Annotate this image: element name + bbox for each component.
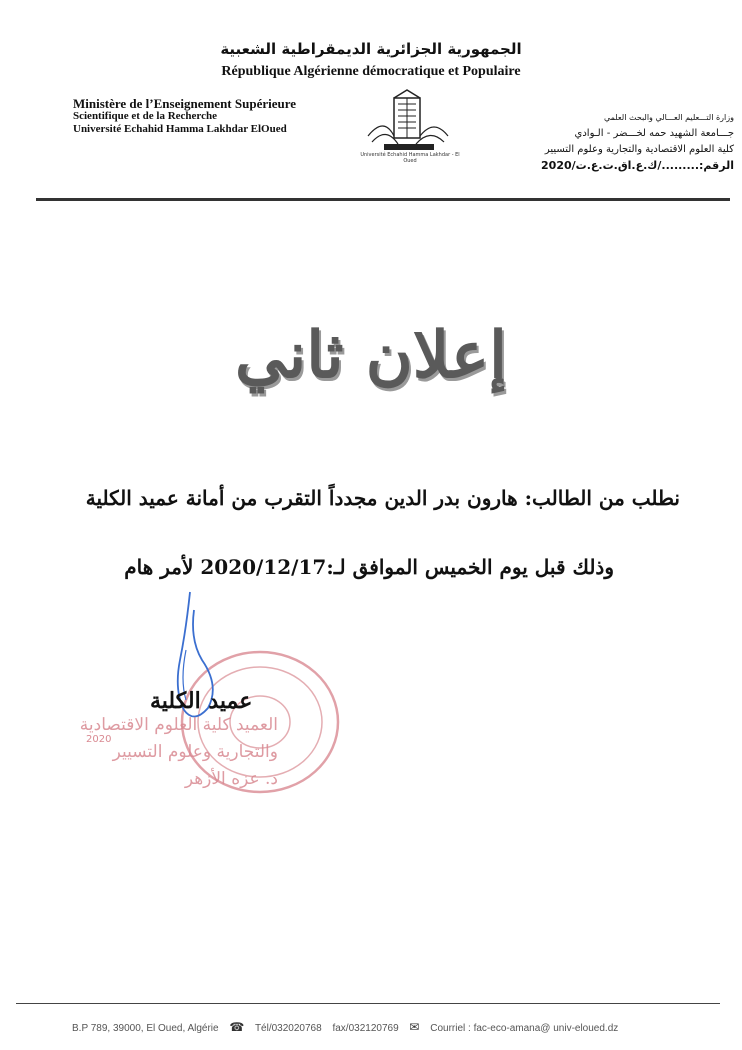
reference-number: الرقم:........./ك.ع.اق.ت.ع.ت/2020 xyxy=(541,159,734,172)
header-french-republic: République Algérienne démocratique et Populaire xyxy=(221,64,521,79)
footer-address: B.P 789, 39000, El Oued, Algérie xyxy=(72,1023,219,1034)
university-name-fr: Université Echahid Hamma Lakhdar ElOued xyxy=(73,123,287,135)
ministry-line-1: Ministère de l’Enseignement Supérieure xyxy=(73,96,297,111)
announcement-line-2: وذلك قبل يوم الخميس الموافق لـ:2020/12/17 لأمر هام xyxy=(124,555,614,579)
announcement-title: إعلان ثاني xyxy=(235,318,507,393)
stamp-text xyxy=(38,712,278,793)
logo-caption: Université Echahid Hamma Lakhdar - El Oued xyxy=(360,152,460,164)
dean-label: عميد الكلية xyxy=(150,688,253,714)
footer-contact xyxy=(72,1020,626,1034)
fax-icon: ✉ xyxy=(409,1020,420,1034)
ministry-line-2: Scientifique et de la Recherche xyxy=(73,110,217,122)
stamp-line-3: د. عزه الأزهر xyxy=(184,769,278,789)
university-logo-icon xyxy=(364,86,454,162)
french-institution-block xyxy=(73,97,296,136)
header-divider xyxy=(36,198,730,201)
stamp-year: 2020 xyxy=(86,734,112,745)
faculty-arabic: كلية العلوم الاقتصادية والتجارية وعلوم التسيير xyxy=(544,144,734,155)
footer-tel: Tél/032020768 xyxy=(254,1023,322,1034)
announcement-line-1: نطلب من الطالب: هارون بدر الدين مجدداً التقرب من أمانة عميد الكلية xyxy=(85,486,680,510)
footer-divider xyxy=(16,1003,720,1004)
footer-email: Courriel : fac-eco-amana@ univ-eloued.dz xyxy=(430,1023,619,1034)
stamp-line-1: العميد كلية العلوم الاقتصادية xyxy=(79,715,278,735)
arabic-institution-block xyxy=(541,110,734,174)
footer-fax: fax/032120769 xyxy=(332,1023,399,1034)
stamp-line-2: والتجارية وعلوم التسيير xyxy=(112,742,278,762)
ministry-arabic: وزارة التـــعليم العـــالي والبحث العلمي xyxy=(603,113,734,122)
university-arabic: جـــامعة الشهيد حمه لخـــضر - الـوادي xyxy=(574,128,734,139)
phone-icon: ☎ xyxy=(229,1020,245,1034)
header-arabic-republic: الجمهورية الجزائرية الديمقراطية الشعبية xyxy=(220,40,522,58)
